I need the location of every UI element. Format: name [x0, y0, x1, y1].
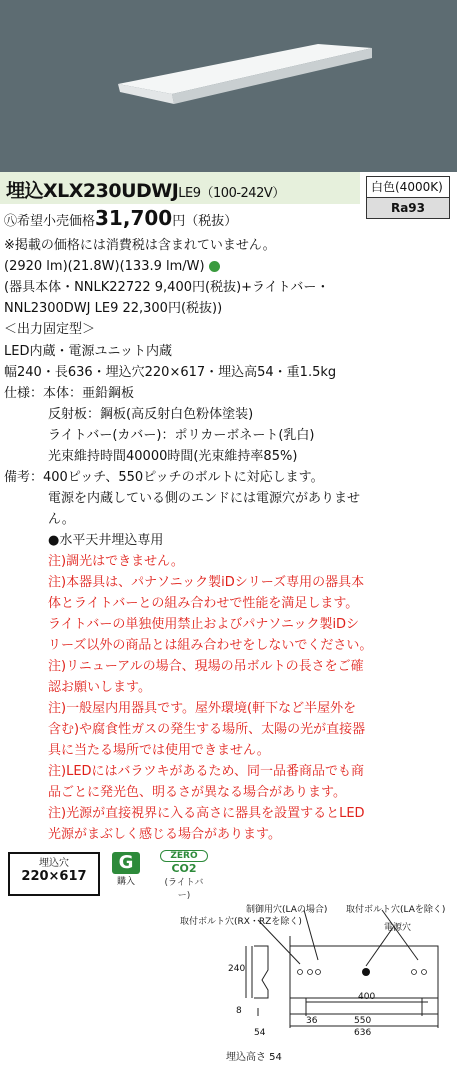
luminaire-image: [0, 0, 457, 172]
dim-8: 8: [236, 1006, 242, 1016]
bolt-hole-la-label: 取付ボルト穴(LAを除く): [346, 905, 446, 915]
dim-54: 54: [254, 1028, 266, 1038]
green-purchase-mark: [112, 852, 140, 890]
color-temp: 白色(4000K): [371, 180, 443, 194]
warning-line: 注)LEDにはバラツキがあるため、同一品番商品でも商: [48, 764, 365, 779]
notes-line: 電源を内蔵している側のエンドには電源穴がありませ: [48, 491, 361, 506]
warning-line: 注)一般屋内用器具です。屋外環境(軒下など半屋外を: [48, 701, 357, 716]
product-title: [6, 176, 285, 203]
price-prefix: ㊇希望小売価格: [4, 214, 96, 229]
co2-word: CO2: [171, 862, 197, 875]
info-line: (器具本体・NNLK22722 9,400円(税抜)+ライトバー・: [4, 280, 330, 295]
info-line: 仕様：本体：亜鉛鋼板: [4, 386, 135, 401]
dim-636: 636: [354, 1028, 372, 1038]
warning-line: 品ごとに発光色、明るさが異なる場合があります。: [48, 785, 346, 800]
price-amount: 31,700: [95, 206, 173, 230]
leaf-icon: [209, 261, 220, 272]
info-line: 幅240・長636・埋込穴220×617・埋込高54・重1.5kg: [4, 365, 337, 380]
zero-label: (ライトバー): [164, 878, 204, 901]
price-suffix: 円（税抜）: [172, 214, 238, 229]
model-suffix: LE9（100-242V）: [178, 186, 285, 201]
control-hole-label: 制御用穴(LAの場合): [246, 905, 328, 915]
spec-indent-line: 光束維持時間40000時間(光束維持率85%): [48, 449, 298, 464]
warning-line: 注)本器具は、パナソニック製iDシリーズ専用の器具本: [48, 575, 365, 590]
embed-height-label: 埋込高さ 54: [226, 1052, 282, 1063]
warning-line: リーズ以外の商品とは組み合わせをしないでください。: [48, 638, 373, 653]
g-label: 購入: [116, 877, 135, 887]
info-line: ※掲載の価格には消費税は含まれていません。: [4, 238, 276, 253]
dim-36: 36: [306, 1016, 318, 1026]
dim-240: 240: [228, 964, 246, 974]
dim-400: 400: [358, 992, 376, 1002]
bolt-hole-rx-label: 取付ボルト穴(RX・RZを除く): [180, 917, 302, 927]
spec-indent-line: 反射板：鋼板(高反射白色粉体塗装): [48, 407, 254, 422]
lumen-line: (2920 lm)(21.8W)(133.9 lm/W): [4, 259, 205, 274]
notes-line: ●水平天井埋込専用: [48, 533, 164, 548]
zero-word: ZERO: [160, 850, 208, 862]
ra-value: Ra93: [367, 197, 449, 218]
warning-line: 注)光源が直接視界に入る高さに器具を設置するとLED: [48, 806, 365, 821]
warning-line: 光源がまぶしく感じる場合があります。: [48, 827, 281, 842]
g-icon: G: [112, 852, 140, 874]
info-line: NNL2300DWJ LE9 22,300円(税抜)): [4, 301, 223, 316]
warning-line: 体とライトバーとの組み合わせで性能を満足します。: [48, 596, 359, 611]
spec-indent-line: ライトバー(カバー)：ポリカーボネート(乳白): [48, 428, 315, 443]
warning-line: 含む)や腐食性ガスの発生する場所、太陽の光が直接器: [48, 722, 366, 737]
zero-co2-mark: [160, 850, 208, 901]
price-line: [4, 206, 238, 231]
product-photo: [0, 0, 457, 172]
notes-line: ん。: [48, 512, 75, 527]
notes-label: 備考：400ピッチ、550ピッチのボルトに対応します。: [4, 470, 324, 485]
power-hole-label: 電源穴: [384, 923, 412, 933]
info-line: ＜出力固定型＞: [4, 322, 96, 337]
warning-line: 認お願いします。: [48, 680, 151, 695]
cutout-box: [8, 852, 100, 896]
warning-line: ライトバーの単独使用禁止およびパナソニック製iDシ: [48, 617, 360, 632]
spec-line: [4, 257, 220, 276]
power-hole-marker: [362, 968, 370, 976]
warning-line: 具に当たる場所では使用できません。: [48, 743, 270, 758]
warning-line: 注)リニューアルの場合、現場の吊ボルトの長さをご確: [48, 659, 364, 674]
cutout-value: 220×617: [21, 869, 87, 884]
info-line: LED内蔵・電源ユニット内蔵: [4, 344, 172, 359]
dim-550: 550: [354, 1016, 372, 1026]
model-number: 埋込XLX230UDWJ: [6, 180, 179, 202]
color-box: [366, 176, 450, 219]
cutout-label: 埋込穴: [39, 858, 69, 869]
warning-line: 注)調光はできません。: [48, 554, 184, 569]
